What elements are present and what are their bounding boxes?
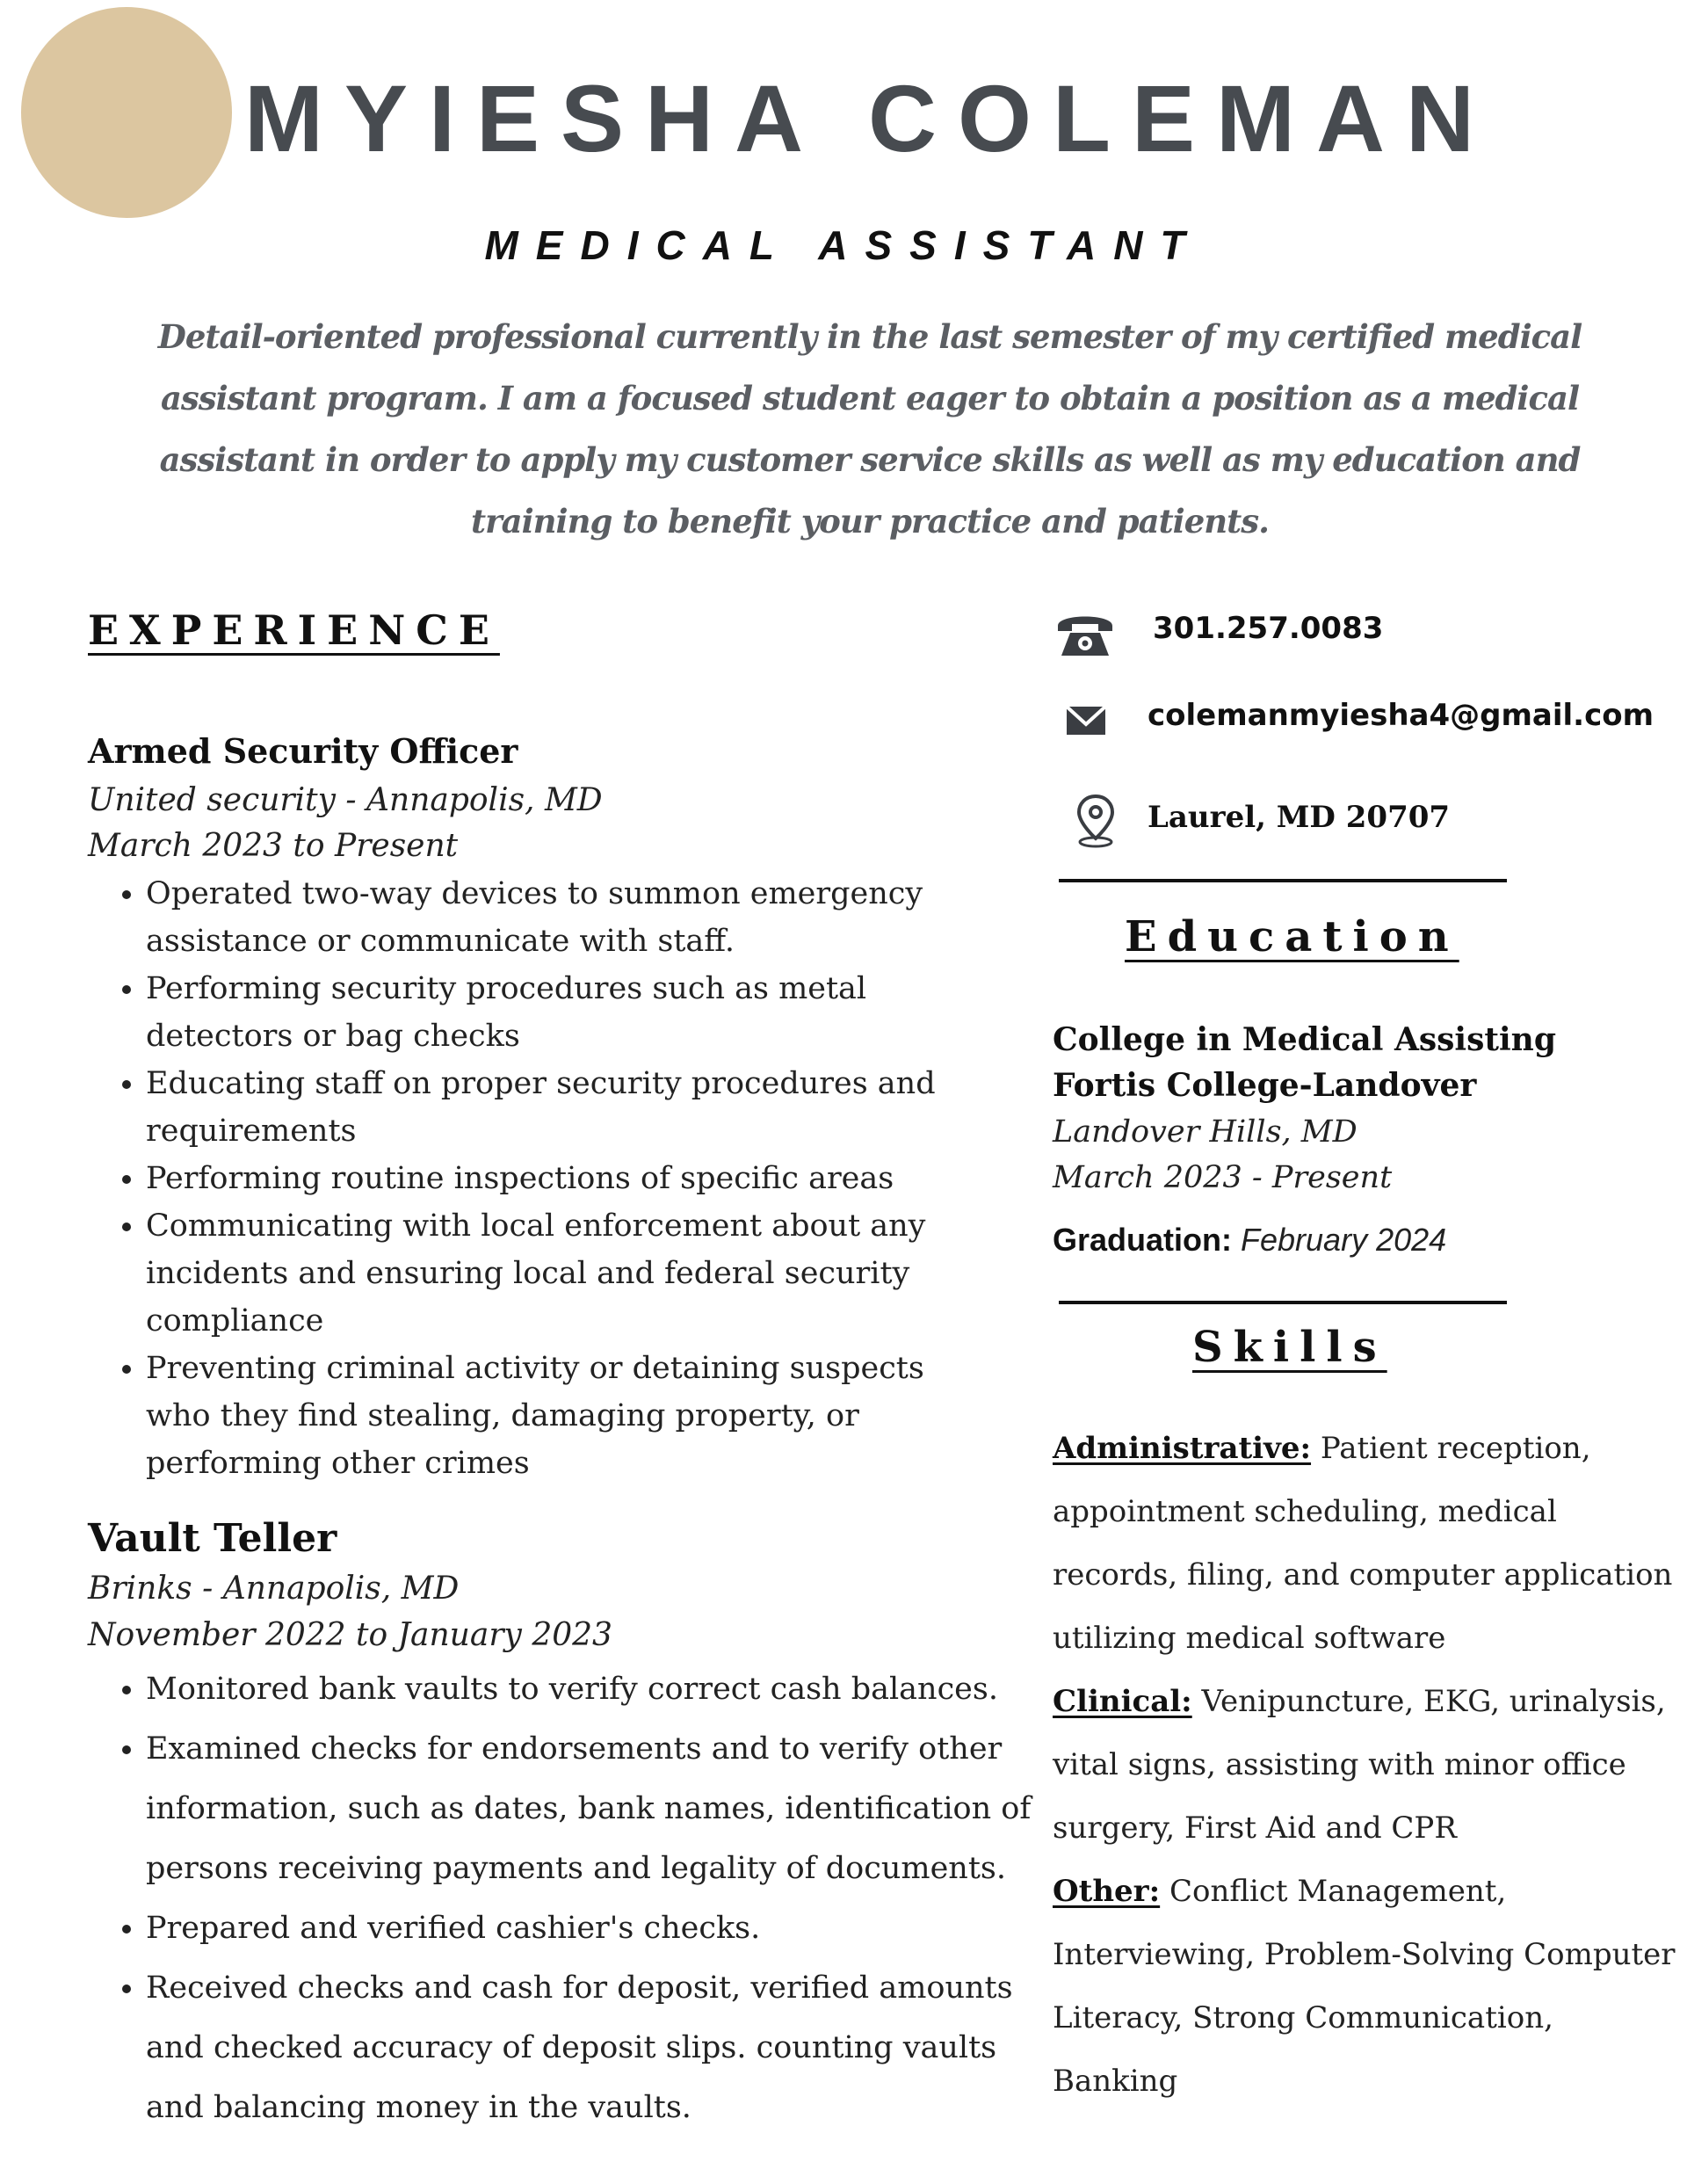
graduation-line [1053, 1222, 1446, 1259]
candidate-name: MYIESHA COLEMAN [243, 65, 1496, 171]
professional-summary: Detail-oriented professional currently in the last semester of my certified medical assistant program. I am a focused student eager to obtain a position as a medical assistant in order to apply my customer service skills as well as my education and training to benefit your practice and patients. [157, 317, 1582, 541]
job-title: Armed Security Officer [88, 731, 518, 771]
job-company: United security - Annapolis, MD [88, 782, 603, 818]
skill-group [1053, 1417, 1685, 1670]
mail-icon [1065, 703, 1107, 738]
list-item: • Received checks and cash for deposit, verified amounts and checked accuracy of deposit slips. counting vaults and balancing money in the vaults. [146, 1958, 1037, 2137]
skill-group-text: Conflict Management, Interviewing, Problem-Solving Computer Literacy, Strong Communication, Banking [1053, 1874, 1676, 2099]
list-item: • Preventing criminal activity or detaining suspects who they find stealing, damaging property, or performing other crimes [146, 1345, 975, 1487]
job-title: Vault Teller [88, 1516, 337, 1561]
list-item: • Prepared and verified cashier's checks. [146, 1898, 1037, 1958]
list-item: • Operated two-way devices to summon emergency assistance or communicate with staff. [146, 870, 975, 965]
education-school: Fortis College-Landover [1053, 1067, 1477, 1104]
job-company: Brinks - Annapolis, MD [88, 1571, 460, 1607]
divider [1059, 1301, 1507, 1304]
skill-group-label: Other: [1053, 1874, 1161, 1909]
phone-icon [1054, 606, 1116, 659]
skill-group-text: Venipuncture, EKG, urinalysis, vital signs, assisting with minor office surgery, First Aid and CPR [1053, 1684, 1666, 1846]
graduation-label: Graduation: [1053, 1222, 1232, 1258]
education-dates: March 2023 - Present [1053, 1160, 1393, 1195]
divider [1059, 879, 1507, 882]
experience-heading: EXPERIENCE [88, 606, 500, 654]
skills-heading: Skills [1192, 1323, 1387, 1372]
job-dates: March 2023 to Present [88, 828, 459, 864]
decorative-circle [21, 7, 232, 218]
job-dates: November 2022 to January 2023 [88, 1617, 612, 1653]
list-item: • Examined checks for endorsements and to verify other information, such as dates, bank names, identification of persons receiving payments and legality of documents. [146, 1719, 1037, 1898]
email-address[interactable]: colemanmyiesha4@gmail.com [1148, 698, 1654, 733]
job-bullets [88, 870, 975, 1487]
phone-number[interactable]: 301.257.0083 [1153, 611, 1384, 646]
education-location: Landover Hills, MD [1053, 1114, 1358, 1150]
location-pin-icon [1074, 793, 1118, 849]
skill-group-label: Administrative: [1053, 1431, 1312, 1466]
education-heading: Education [1125, 912, 1459, 961]
list-item: • Performing security procedures such as metal detectors or bag checks [146, 965, 975, 1060]
list-item: • Communicating with local enforcement about any incidents and ensuring local and federal security compliance [146, 1202, 975, 1345]
skill-group-text: Patient reception, appointment scheduling, medical records, filing, and computer application utilizing medical software [1053, 1431, 1673, 1656]
skill-group [1053, 1860, 1685, 2113]
skill-group [1053, 1670, 1685, 1860]
skills-list [1053, 1417, 1685, 2113]
location: Laurel, MD 20707 [1148, 800, 1451, 835]
job-bullets [88, 1659, 1037, 2137]
graduation-date: February 2024 [1241, 1222, 1447, 1258]
list-item: • Educating staff on proper security procedures and requirements [146, 1060, 975, 1155]
education-degree: College in Medical Assisting [1053, 1021, 1557, 1058]
job-title-heading: MEDICAL ASSISTANT [484, 222, 1203, 268]
list-item: • Performing routine inspections of specific areas [146, 1155, 975, 1202]
skill-group-label: Clinical: [1053, 1684, 1192, 1719]
list-item: • Monitored bank vaults to verify correct cash balances. [146, 1659, 1037, 1719]
